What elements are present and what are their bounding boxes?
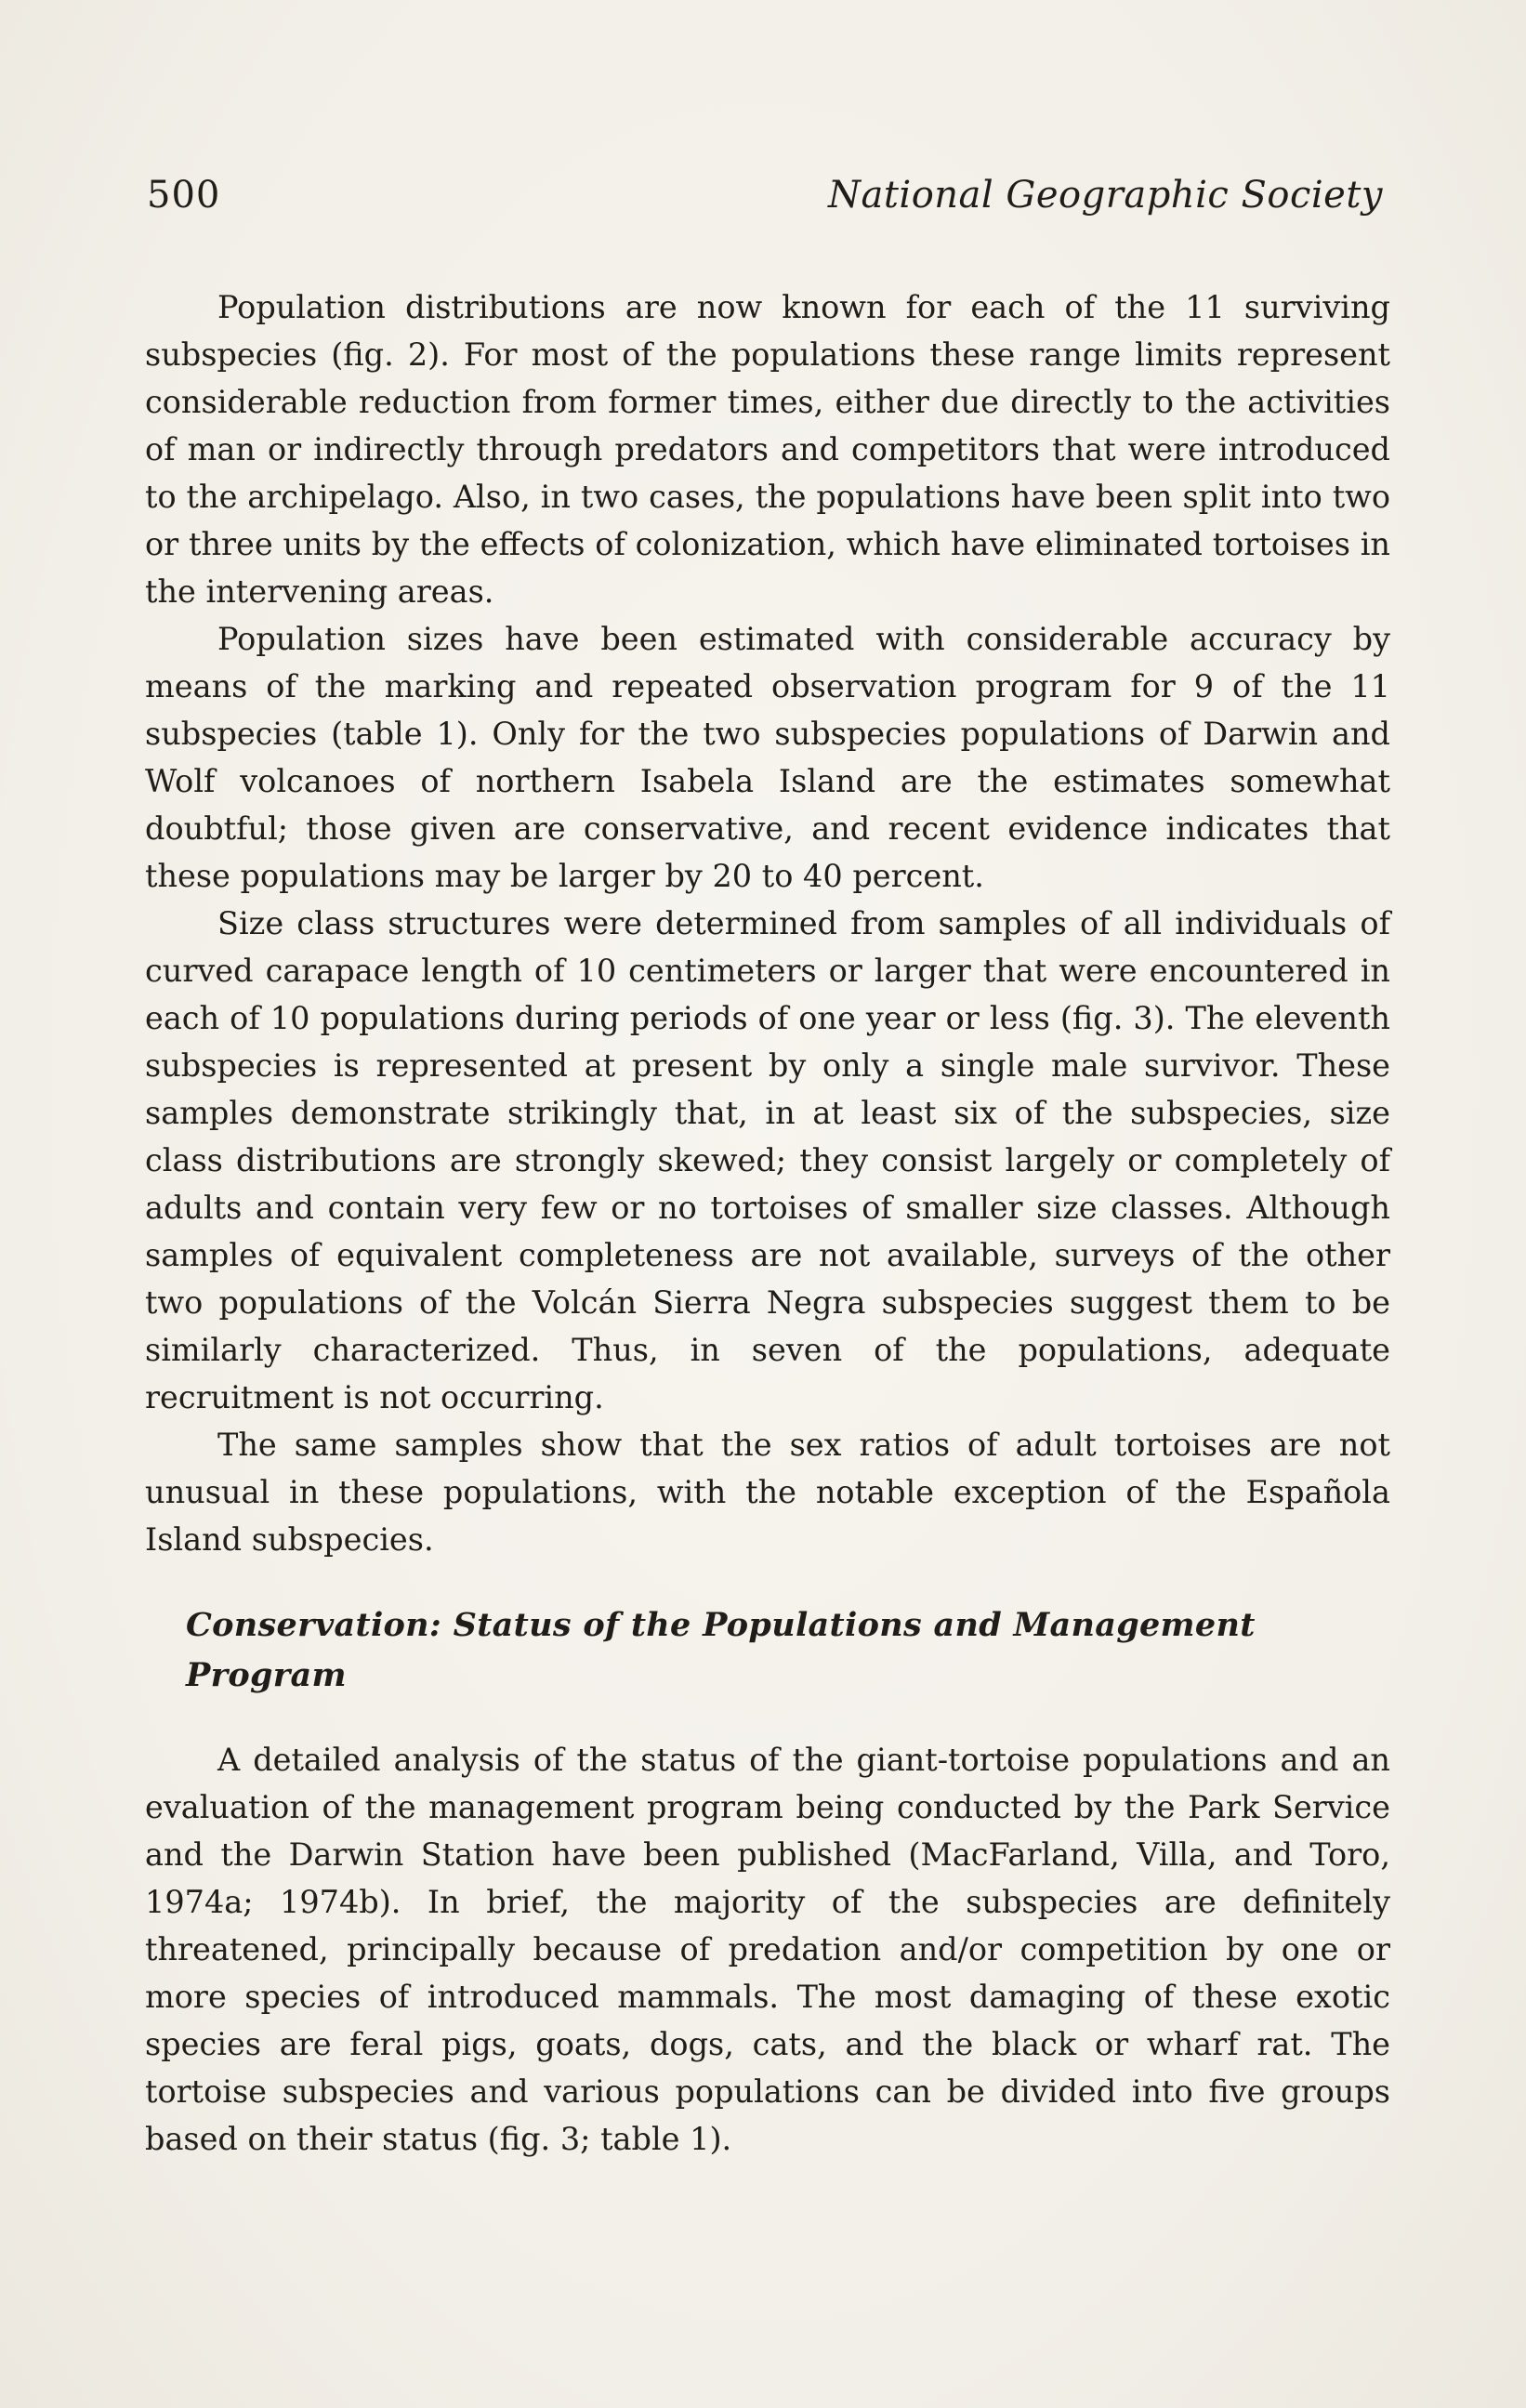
journal-title: National Geographic Society <box>828 174 1383 217</box>
running-head <box>147 167 1383 223</box>
body-text <box>145 283 1390 2163</box>
paragraph-population-sizes: Population sizes have been estimated with considerable accuracy by means of the marking and repeated observation program for 9 of the 11 subspecies (table 1). Only for the two subspecies populations of Darwin and Wolf volcanoes of northern Isabela Island are the estimates somewhat doubtful; those given are conservative, and recent evidence indicates that these populations may be larger by 20 to 40 percent. <box>145 621 1390 894</box>
paragraph-conservation-analysis: A detailed analysis of the status of the giant-tortoise populations and an evaluation of the management program being conducted by the Park Service and the Darwin Station have been published (MacFarland, Villa, and Toro, 1974a; 1974b). In brief, the majority of the subspecies are definitely threatened, principally because of predation and/or competition by one or more species of introduced mammals. The most damaging of these exotic species are feral pigs, goats, dogs, cats, and the black or wharf rat. The tortoise subspecies and various populations can be divided into five groups based on their status (fig. 3; table 1). <box>145 1742 1390 2157</box>
paragraph-size-class-structures: Size class structures were determined from samples of all individuals of curved carapace length of 10 centimeters or larger that were encountered in each of 10 populations during periods of one year or less (fig. 3). The eleventh subspecies is represented at present by only a single male survivor. These samples demonstrate strikingly that, in at least six of the subspecies, size class distributions are strongly skewed; they consist largely or completely of adults and contain very few or no tortoises of smaller size classes. Although samples of equivalent completeness are not available, surveys of the other two populations of the Volcán Sierra Negra subspecies suggest them to be similarly characterized. Thus, in seven of the populations, adequate recruitment is not occurring. <box>145 905 1390 1415</box>
paragraph-sex-ratios: The same samples show that the sex ratios of adult tortoises are not unusual in these populations, with the notable exception of the Española Island subspecies. <box>145 1427 1390 1558</box>
section-heading-conservation: Conservation: Status of the Populations and Management Program <box>186 1606 1256 1694</box>
paragraph-population-distributions: Population distributions are now known for each of the 11 surviving subspecies (fig. 2). For most of the populations these range limits represent considerable reduction from former times, either due directly to the activities of man or indirectly through predators and competitors that were introduced to the archipelago. Also, in two cases, the populations have been split into two or three units by the effects of colonization, which have eliminated tortoises in the intervening areas. <box>145 289 1390 610</box>
page-number: 500 <box>147 174 221 217</box>
